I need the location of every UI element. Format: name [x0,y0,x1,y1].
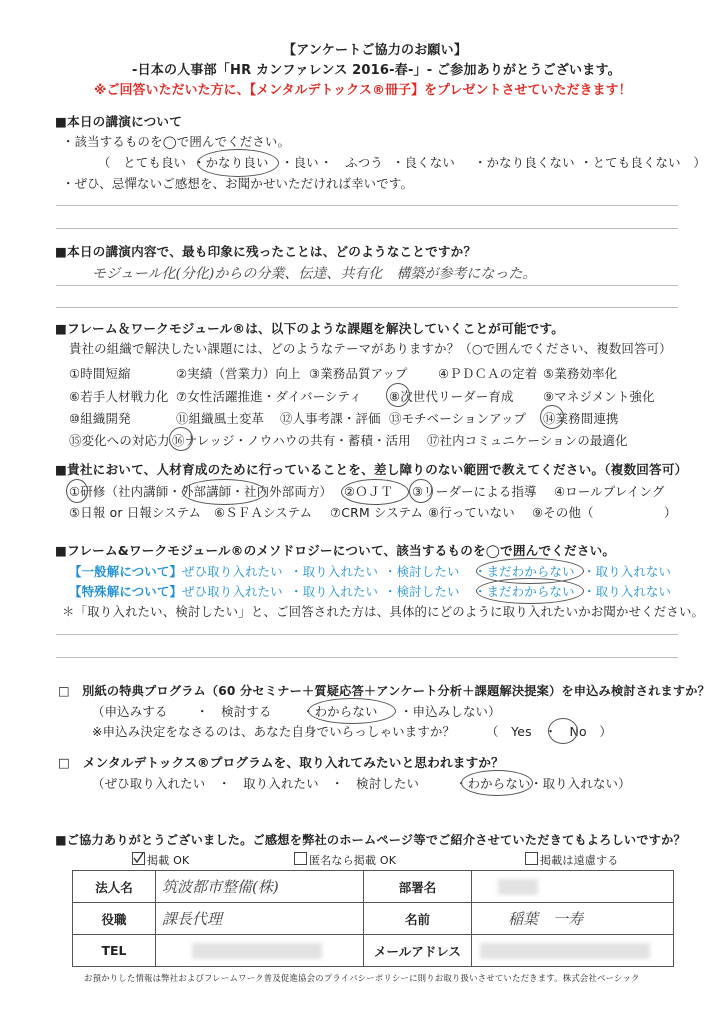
tel-label: TEL [73,935,156,967]
q4-option[interactable]: ⑥ＳＦＡシステム [214,505,313,520]
q3-option[interactable]: ⑤業務効率化 [543,366,618,381]
q5-general-option[interactable]: ・取り入れない [583,564,672,579]
q7-option[interactable]: ・ 取り入れたい [218,776,319,791]
checkbox-checked[interactable] [132,852,145,865]
dept-field[interactable] [472,871,674,903]
redacted-block [192,943,322,959]
q5-special-option[interactable]: ぜひ取り入れたい [182,584,283,599]
q3-option[interactable]: ⑨マネジメント強化 [543,389,655,404]
email-field[interactable] [472,935,674,967]
q1-option[interactable]: ・かなり良い [193,155,269,170]
comment-line [56,634,678,635]
q3-sub: 貴社の組織で解決したい課題には、どのようなテーマがありますか？（○で囲んでください、複数回答可） [69,341,672,356]
checkbox[interactable] [525,852,538,865]
q7-option[interactable]: （ぜひ取り入れたい [92,776,206,791]
name-label: 名前 [364,903,472,935]
q6-note: ※申込み決定をなさるのは、あなた自身でいらっしゃいますか？ [92,724,456,739]
name-field[interactable] [472,903,674,935]
q4-option[interactable]: ⑨その他（ [532,505,594,520]
q3-option[interactable]: ⑪組織風土変革 [176,411,265,426]
q1-option[interactable]: ・かなり良くない [474,155,575,170]
q3-option[interactable]: ⑧次世代リーダー育成 [389,389,514,404]
q3-option[interactable]: ⑦女性活躍推進・ダイバーシティ [176,389,362,404]
q5-special-option[interactable]: ・取り入れたい [290,584,379,599]
q1-heading: ■本日の講演について [55,114,182,129]
q3-option[interactable]: ⑥若手人材戦力化 [69,389,169,404]
q3-option[interactable]: ⑭業務間連携 [543,411,619,426]
q7-heading: □ メンタルデトックス®プログラムを、取り入れてみたいと思われますか？ [58,755,504,770]
privacy-footer: お預かりした情報は弊社およびフレームワーク普及促進協会のプライバシーポリシーに則りお取り扱いさせていただきます。株式会社ベーシック [84,973,640,983]
consent-option-label: 掲載は遠慮する [540,854,619,867]
q3-option[interactable]: ②実績（営業力）向上 [176,366,301,381]
q6-option[interactable]: ・わからない [302,704,378,719]
present-notice: ※ご回答いただいた方に、【メンタルデトックス®冊子】をプレゼントさせていただきます！ [94,83,632,98]
redacted-block [480,943,650,959]
q6-heading: □ 別紙の特典プログラム（60 分セミナー＋質疑応答＋アンケート分析＋課題解決提案）を申込み検討されますか？ [58,684,711,698]
comment-line [56,307,678,308]
q1-option[interactable]: ・とても良くない ） [580,155,706,170]
name-value: 稲葉 一寿 [508,910,584,928]
company-field[interactable] [156,871,364,903]
q4-option[interactable]: ⑦CRM システム [330,505,424,520]
q4-option[interactable]: ③リーダーによる指導 [412,484,537,499]
position-value: 課長代理 [162,910,223,928]
q1-option[interactable]: ・ ふつう [320,155,383,170]
q5-general-option[interactable]: ・まだわからない [474,564,575,579]
survey-subtitle: -日本の人事部「HR カンファレンス 2016-春-」- ご参加ありがとうございます。 [132,63,621,78]
q3-heading: ■フレーム＆ワークモジュール®は、以下のような課題を解決していくことが可能です。 [55,321,565,336]
q3-option[interactable]: ③業務品質アップ [309,366,408,381]
q7-option[interactable]: ・わからない [455,776,531,791]
q4-option[interactable]: ②ＯＪＴ [344,484,394,499]
q3-option[interactable]: ①時間短縮 [69,366,131,381]
company-label: 法人名 [73,871,156,903]
q1-option[interactable]: ・良い [281,155,319,170]
q5-special-option[interactable]: ・検討したい [384,584,460,599]
survey-title: 【アンケートご協力のお願い】 [283,43,468,58]
position-label: 役職 [73,903,156,935]
q7-option[interactable]: ・取り入れない） [530,776,631,791]
q5-special-label: 【特殊解について】 [69,584,183,599]
q4-option[interactable]: ⑧行っていない [428,505,515,520]
q4-option[interactable]: ④ロールプレイング [554,484,665,499]
comment-line [56,285,678,286]
comment-line [56,657,678,658]
q3-option[interactable]: ⑩組織開発 [69,411,131,426]
q3-option[interactable]: ⑬モチベーションアップ [389,411,527,426]
q3-option[interactable]: ④ＰＤＣＡの定着 [438,366,538,381]
consent-option-anonymous[interactable] [294,852,396,869]
checkbox[interactable] [294,852,307,865]
q6-option[interactable]: ・ 検討する [196,704,272,719]
q5-general-option[interactable]: ・取り入れたい [290,564,379,579]
consent-option-label: 匿名なら掲載 OK [309,854,397,867]
q4-heading: ■貴社において、人材育成のために行っていることを、差し障りのない範囲で教えてください。（複数回答可） [55,462,688,477]
q3-option[interactable]: ⑰社内コミュニケーションの最適化 [427,433,628,448]
q4-option[interactable]: ⑤日報 or 日報システム [69,505,202,520]
q1-comment-prompt: ・ぜひ、忌憚ないご感想を、お聞かせいただければ幸いです。 [62,176,414,191]
q1-option[interactable]: ・良くない [392,155,455,170]
q5-followup: ＊「取り入れたい、検討したい」と、ご回答された方は、具体的にどのように取り入れたいかお聞かせください。 [62,604,705,619]
position-field[interactable] [156,903,364,935]
company-value: 筑波都市整備(株) [162,878,279,896]
q5-general-label: 【一般解について】 [69,564,183,579]
consent-option-decline[interactable] [525,852,618,869]
q2-heading: ■本日の講演内容で、最も印象に残ったことは、どのようなことですか？ [55,244,477,259]
consent-option-label: 掲載 OK [147,854,190,867]
comment-line [56,228,678,229]
q5-general-option[interactable]: ぜひ取り入れたい [182,564,283,579]
comment-line [56,205,678,206]
q5-heading: ■フレーム&ワークモジュール®のメソドロジーについて、該当するものを◯で囲んでください。 [55,543,616,558]
q2-handwritten-answer: モジュール化(分化)からの分業、伝達、共有化 構築が参考になった。 [92,266,537,282]
consent-option-ok[interactable] [132,852,189,869]
q5-special-option[interactable]: ・まだわからない [474,584,575,599]
q3-option[interactable]: ⑫人事考課・評価 [280,411,381,426]
q1-option[interactable]: （ とても良い [98,155,187,170]
q4-other-close: ） [664,505,677,520]
q6-option[interactable]: （申込みする [92,704,168,719]
q5-special-option[interactable]: ・取り入れない [583,584,672,599]
redacted-block [498,879,538,895]
dept-label: 部署名 [364,871,472,903]
contact-table [72,870,674,967]
tel-field[interactable] [156,935,364,967]
consent-heading: ■ご協力ありがとうございました。ご感想を弊社のホームページ等でご紹介させていただきてもよろしいですか？ [55,833,686,847]
q1-instruction: ・該当するものを◯で囲んでください。 [62,134,291,149]
q7-option[interactable]: ・ 検討したい [331,776,420,791]
email-label: メールアドレス [364,935,472,967]
q6-option[interactable]: ・申込みしない） [400,704,501,719]
q3-option[interactable]: ⑮変化への対応力 [69,433,170,448]
q5-general-option[interactable]: ・検討したい [384,564,460,579]
q4-option[interactable]: ①研修（社内講師・外部講師・社内外部両方） [69,484,333,499]
q6-yes-no[interactable]: （ Yes ・ No ） [486,724,612,739]
q3-option[interactable]: ⑯ナレッジ・ノウハウの共有・蓄積・活用 [172,433,411,448]
